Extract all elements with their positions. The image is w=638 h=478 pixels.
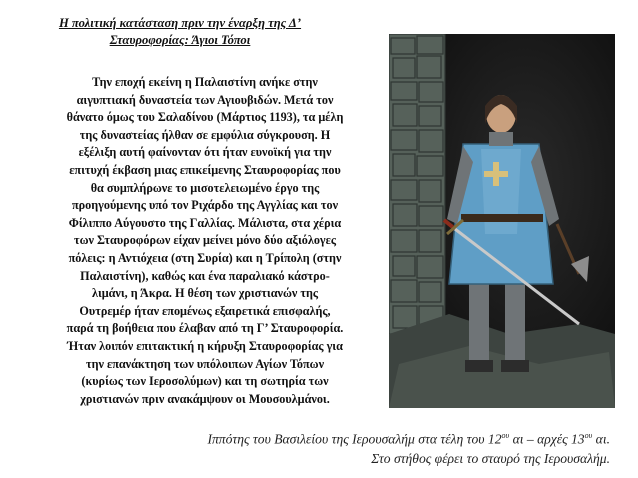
body-line: επιτυχή έκβαση μιας επικείμενης Σταυροφορίας που	[69, 162, 341, 177]
slide-title	[30, 15, 330, 49]
knight-photo	[389, 34, 615, 408]
body-line: (κυρίως των Ιεροσολύμων) και τη σωτηρία των	[81, 374, 329, 389]
caption-line-2: Στο στήθος φέρει το σταυρό της Ιερουσαλήμ.	[371, 450, 610, 466]
body-line: εξέλιξη αυτή φαίνονταν ότι ήταν ευνοϊκή για την	[78, 145, 332, 160]
body-line: της δυναστείας ήλθαν σε εμφύλια σύγκρουση. Η	[79, 127, 331, 142]
body-line: παρά τη βοήθεια που έλαβαν από τη Γ’ Σταυροφορία.	[66, 321, 344, 336]
body-line: προηγούμενης υπό τον Ριχάρδο της Αγγλίας και τον	[71, 198, 339, 213]
body-text	[46, 74, 364, 408]
knight-figure-image	[389, 34, 615, 408]
title-line-2: Σταυροφορίας: Άγιοι Τόποι	[109, 33, 251, 47]
photo-caption	[207, 426, 610, 468]
body-line: θάνατο όμως του Σαλαδίνου (Μάρτιος 1193), τα μέλη	[66, 110, 344, 125]
body-line: λιμάνι, η Άκρα. Η θέση των χριστιανών της	[91, 286, 319, 301]
caption-sup-2: ου	[584, 431, 593, 440]
caption-sup-1: ου	[501, 431, 510, 440]
stone-tower	[389, 34, 445, 334]
body-line: Παλαιστίνη), καθώς και ένα παραλιακό κάστρο-	[80, 268, 330, 283]
caption-line-1-c: αι.	[592, 431, 610, 447]
body-line: χριστιανών πριν ανακάμψουν οι Μουσουλμάνοι.	[80, 391, 330, 406]
body-line: Φίλιππο Αύγουστο της Γαλλίας. Μάλιστα, στα χέρια	[68, 215, 342, 230]
caption-line-1	[207, 426, 610, 449]
caption-line-1-b: αι – αρχές 13	[509, 431, 585, 447]
body-line: την επανάκτηση των υπόλοιπων Αγίων Τόπων	[85, 356, 325, 371]
body-line: Ήταν λοιπόν επιτακτική η κήρυξη Σταυροφορίας για	[67, 338, 343, 353]
caption-line-1-a: Ιππότης του Βασιλείου της Ιερουσαλήμ στα τέλη του 12	[207, 431, 502, 447]
body-line: Ουτρεμέρ ήταν επομένως εξαιρετικά επισφαλής,	[79, 303, 331, 318]
body-line: θα συμπλήρωνε το μισοτελειωμένο έργο της	[90, 180, 320, 195]
body-line: πόλεις: η Αντιόχεια (στη Συρία) και η Τρίπολη (στην	[68, 250, 342, 265]
body-line: αιγυπτιακή δυναστεία των Αγιουβιδών. Μετά τον	[76, 92, 334, 107]
title-line-1: Η πολιτική κατάσταση πριν την έναρξη της Δ’	[58, 16, 302, 30]
body-line: Την εποχή εκείνη η Παλαιστίνη ανήκε στην	[92, 75, 318, 89]
body-line: των Σταυροφόρων είχαν μείνει μόνο δύο αξιόλογες	[74, 233, 336, 248]
